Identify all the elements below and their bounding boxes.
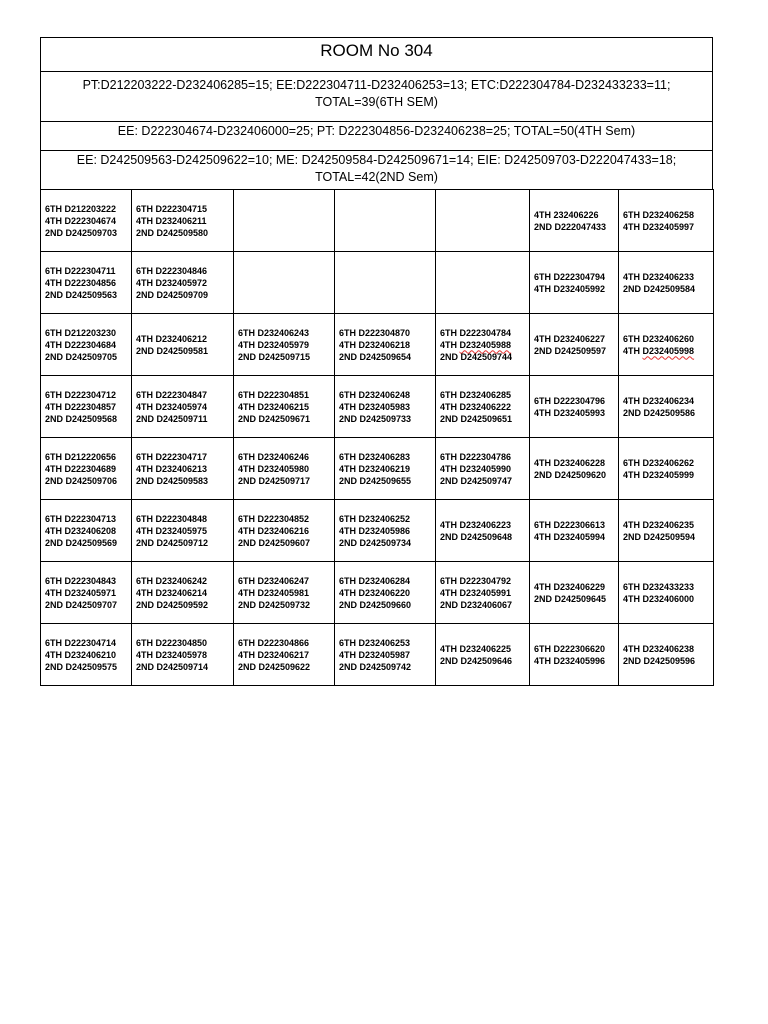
roll-number: 2ND D242509671: [238, 413, 311, 424]
roll-number: 6TH D232406285: [440, 389, 512, 400]
roll-number: 2ND D242509648: [440, 531, 513, 542]
seat-cell: [436, 314, 530, 376]
roll-number: 6TH D222304714: [45, 637, 117, 648]
sem2-summary-line1: EE: D242509563-D242509622=10; ME: D242509584-D242509671=14; EIE: D242509703-D222047433=18;: [76, 153, 677, 167]
roll-number: 6TH D212220656: [45, 451, 117, 462]
roll-number: 4TH D232406225: [440, 643, 512, 654]
roll-number: 2ND D242509645: [534, 593, 607, 604]
seat-cell: [41, 190, 132, 252]
roll-number: 6TH D222304717: [136, 451, 208, 462]
seating-grid: [40, 189, 714, 686]
roll-number: 4TH D222304684: [45, 339, 117, 350]
seat-cell: [530, 376, 619, 438]
roll-number: 4TH D232405993: [534, 407, 606, 418]
roll-number: 2ND D242509733: [339, 413, 412, 424]
seat-cell: [436, 252, 530, 314]
roll-number: 2ND D242509597: [534, 345, 607, 356]
roll-number: 2ND D242509584: [623, 283, 696, 294]
roll-number: 6TH D222304792: [440, 575, 512, 586]
seat-cell: [619, 624, 714, 686]
seat-cell: [234, 190, 335, 252]
roll-number: 4TH D232406219: [339, 463, 411, 474]
spellcheck-underline: D232405988: [459, 339, 512, 350]
seat-cell: [234, 624, 335, 686]
seat-row: [41, 252, 714, 314]
seat-row: [41, 624, 714, 686]
roll-number: 6TH D222304843: [45, 575, 117, 586]
sem6-summary: [40, 71, 713, 121]
roll-number: 2ND D242509580: [136, 227, 209, 238]
roll-number: 6TH D222304784: [440, 327, 512, 338]
roll-number: 2ND D242509607: [238, 537, 311, 548]
seat-cell: [41, 500, 132, 562]
roll-number: 2ND D242509563: [45, 289, 118, 300]
seat-cell: [436, 376, 530, 438]
roll-number: 6TH D232406246: [238, 451, 310, 462]
roll-number: 4TH D232405986: [339, 525, 411, 536]
sem4-summary-line: EE: D222304674-D232406000=25; PT: D222304856-D232406238=25; TOTAL=50(4TH Sem): [117, 124, 636, 138]
roll-number: 2ND D242509712: [136, 537, 209, 548]
seat-cell: [619, 314, 714, 376]
roll-number: 6TH D222304794: [534, 271, 606, 282]
roll-number: 4TH D232405987: [339, 649, 411, 660]
seat-cell: [335, 438, 436, 500]
roll-number: 4TH D232406214: [136, 587, 208, 598]
seat-cell: [335, 190, 436, 252]
spellcheck-underline: D232405998: [642, 345, 695, 356]
roll-number: 4TH D232406227: [534, 333, 606, 344]
roll-number: 2ND D242509654: [339, 351, 412, 362]
seat-cell: [530, 624, 619, 686]
roll-number: 2ND D242509709: [136, 289, 209, 300]
seat-cell: [132, 438, 234, 500]
roll-number: 2ND D242509660: [339, 599, 412, 610]
seat-cell: [132, 500, 234, 562]
roll-number: 4TH D222304856: [45, 277, 117, 288]
roll-number: 6TH D222304848: [136, 513, 208, 524]
roll-number: 4TH D232406212: [136, 333, 208, 344]
roll-number: 6TH D232406258: [623, 209, 695, 220]
roll-number: 4TH D232406233: [623, 271, 695, 282]
roll-number: 2ND D242509732: [238, 599, 311, 610]
roll-number: 6TH D222304847: [136, 389, 208, 400]
roll-number: 6TH D222304870: [339, 327, 411, 338]
seat-cell: [530, 252, 619, 314]
seat-cell: [234, 376, 335, 438]
roll-number: 2ND D232406067: [440, 599, 513, 610]
roll-number: 2ND D242509596: [623, 655, 696, 666]
roll-number: 4TH D232406210: [45, 649, 117, 660]
roll-number: 2ND D242509622: [238, 661, 311, 672]
roll-number: 2ND D242509711: [136, 413, 208, 424]
roll-number: 4TH D232406222: [440, 401, 512, 412]
roll-number: 2ND D242509581: [136, 345, 209, 356]
roll-number: 6TH D222304713: [45, 513, 117, 524]
roll-number: 4TH D232405991: [440, 587, 512, 598]
roll-number: 4TH D232406217: [238, 649, 310, 660]
roll-number: 6TH D222304796: [534, 395, 606, 406]
seat-cell: [436, 438, 530, 500]
roll-number: 4TH D232405992: [534, 283, 606, 294]
roll-number: 4TH D232406211: [136, 215, 207, 226]
seat-cell: [132, 376, 234, 438]
seat-cell: [335, 500, 436, 562]
seat-cell: [234, 252, 335, 314]
seat-cell: [335, 624, 436, 686]
roll-number: 4TH D232406215: [238, 401, 310, 412]
roll-number: 4TH D232406238: [623, 643, 695, 654]
roll-number: 6TH D232406243: [238, 327, 310, 338]
roll-number: 2ND D242509592: [136, 599, 209, 610]
roll-number: 2ND D242509717: [238, 475, 311, 486]
roll-number: 2ND D242509646: [440, 655, 513, 666]
roll-number: 2ND D242509620: [534, 469, 607, 480]
seat-cell: [132, 314, 234, 376]
seat-cell: [335, 562, 436, 624]
roll-number: 2ND D242509586: [623, 407, 696, 418]
seat-cell: [132, 190, 234, 252]
roll-number: 4TH D232405972: [136, 277, 208, 288]
seat-row: [41, 562, 714, 624]
sem4-summary: [40, 121, 713, 150]
roll-number: 6TH D232406247: [238, 575, 310, 586]
seat-cell: [530, 500, 619, 562]
seat-row: [41, 438, 714, 500]
seat-cell: [619, 438, 714, 500]
roll-number: 6TH D232406284: [339, 575, 411, 586]
room-title: ROOM No 304: [40, 37, 713, 71]
sem6-summary-line2: TOTAL=39(6TH SEM): [315, 95, 438, 109]
roll-number: 6TH D222304715: [136, 203, 208, 214]
roll-number: 6TH D222304866: [238, 637, 310, 648]
roll-number: 4TH D232406234: [623, 395, 695, 406]
seat-cell: [530, 190, 619, 252]
roll-number: 4TH D222304857: [45, 401, 117, 412]
roll-number: 2ND D242509747: [440, 475, 513, 486]
roll-number: 4TH D232406218: [339, 339, 411, 350]
roll-number: 2ND D242509651: [440, 413, 513, 424]
roll-number: 4TH D222304674: [45, 215, 117, 226]
roll-number: 6TH D222306613: [534, 519, 606, 530]
roll-number: 6TH D222304846: [136, 265, 208, 276]
roll-number: 4TH D222304689: [45, 463, 117, 474]
roll-number: 2ND D242509706: [45, 475, 118, 486]
roll-number: 4TH D232405981: [238, 587, 310, 598]
sem6-summary-line1: PT:D212203222-D232406285=15; EE:D222304711-D232406253=13; ETC:D222304784-D232433233=11;: [82, 78, 671, 92]
roll-number: 6TH D222306620: [534, 643, 606, 654]
seat-cell: [530, 314, 619, 376]
seat-cell: [41, 376, 132, 438]
seat-cell: [530, 562, 619, 624]
roll-number: 4TH D232405975: [136, 525, 208, 536]
roll-number: 2ND D242509744: [440, 351, 513, 362]
seat-row: [41, 190, 714, 252]
seat-cell: [234, 314, 335, 376]
seat-cell: [234, 562, 335, 624]
roll-number: 2ND D242509715: [238, 351, 311, 362]
roll-number: 6TH D222304712: [45, 389, 117, 400]
roll-number: 4TH D232406216: [238, 525, 310, 536]
roll-number: 6TH D232406283: [339, 451, 411, 462]
roll-number: 6TH D222304711: [45, 265, 116, 276]
roll-number: 2ND D242509569: [45, 537, 118, 548]
roll-number: 4TH D232405978: [136, 649, 208, 660]
seat-cell: [41, 624, 132, 686]
roll-number: 4TH D232405998: [623, 345, 695, 356]
roll-number: 6TH D222304850: [136, 637, 208, 648]
seat-cell: [619, 190, 714, 252]
seat-cell: [335, 376, 436, 438]
roll-number: 4TH D232405997: [623, 221, 695, 232]
roll-number: 6TH D232406252: [339, 513, 411, 524]
seat-row: [41, 500, 714, 562]
sem2-summary: [40, 150, 713, 189]
roll-number: 2ND D242509714: [136, 661, 209, 672]
roll-number: 4TH D232405979: [238, 339, 310, 350]
seat-row: [41, 376, 714, 438]
roll-number: 4TH D232406223: [440, 519, 512, 530]
roll-number: 4TH D232406228: [534, 457, 606, 468]
roll-number: 4TH D232406235: [623, 519, 695, 530]
seat-cell: [530, 438, 619, 500]
roll-number: 6TH D232406253: [339, 637, 411, 648]
seat-cell: [619, 376, 714, 438]
roll-number: 2ND D242509707: [45, 599, 118, 610]
roll-number: 4TH D232405999: [623, 469, 695, 480]
roll-number: 4TH 232406226: [534, 209, 599, 220]
roll-number: 4TH D232405974: [136, 401, 208, 412]
roll-number: 6TH D222304786: [440, 451, 512, 462]
roll-number: 6TH D232406242: [136, 575, 208, 586]
roll-number: 4TH D232405988: [440, 339, 512, 350]
roll-number: 4TH D232406000: [623, 593, 695, 604]
roll-number: 4TH D232405996: [534, 655, 606, 666]
seat-cell: [619, 500, 714, 562]
roll-number: 4TH D232405983: [339, 401, 411, 412]
seat-cell: [436, 500, 530, 562]
seat-cell: [132, 624, 234, 686]
roll-number: 6TH D232406260: [623, 333, 695, 344]
seat-cell: [436, 190, 530, 252]
roll-number: 6TH D232406248: [339, 389, 411, 400]
roll-number: 4TH D232405990: [440, 463, 512, 474]
seat-cell: [436, 562, 530, 624]
sem2-summary-line2: TOTAL=42(2ND Sem): [315, 170, 438, 184]
seat-cell: [619, 562, 714, 624]
roll-number: 6TH D222304852: [238, 513, 310, 524]
roll-number: 4TH D232406229: [534, 581, 606, 592]
roll-number: 2ND D222047433: [534, 221, 607, 232]
seat-cell: [41, 438, 132, 500]
roll-number: 2ND D242509583: [136, 475, 209, 486]
roll-number: 6TH D222304851: [238, 389, 310, 400]
roll-number: 4TH D232406220: [339, 587, 411, 598]
roll-number: 4TH D232405994: [534, 531, 606, 542]
roll-number: 2ND D242509568: [45, 413, 118, 424]
seat-cell: [132, 562, 234, 624]
roll-number: 6TH D212203222: [45, 203, 117, 214]
roll-number: 2ND D242509705: [45, 351, 118, 362]
seat-cell: [335, 252, 436, 314]
roll-number: 2ND D242509575: [45, 661, 118, 672]
seating-sheet: [40, 37, 713, 686]
seat-row: [41, 314, 714, 376]
roll-number: 2ND D242509655: [339, 475, 412, 486]
seat-cell: [234, 438, 335, 500]
seat-cell: [41, 252, 132, 314]
roll-number: 6TH D212203230: [45, 327, 117, 338]
roll-number: 2ND D242509594: [623, 531, 696, 542]
seat-cell: [132, 252, 234, 314]
roll-number: 4TH D232405980: [238, 463, 310, 474]
seat-cell: [619, 252, 714, 314]
seat-cell: [436, 624, 530, 686]
roll-number: 2ND D242509742: [339, 661, 412, 672]
roll-number: 6TH D232406262: [623, 457, 695, 468]
roll-number: 4TH D232405971: [45, 587, 117, 598]
roll-number: 4TH D232406208: [45, 525, 117, 536]
seat-cell: [234, 500, 335, 562]
roll-number: 2ND D242509703: [45, 227, 118, 238]
roll-number: 6TH D232433233: [623, 581, 695, 592]
seat-cell: [41, 314, 132, 376]
roll-number: 4TH D232406213: [136, 463, 208, 474]
seat-cell: [335, 314, 436, 376]
seat-cell: [41, 562, 132, 624]
roll-number: 2ND D242509734: [339, 537, 412, 548]
